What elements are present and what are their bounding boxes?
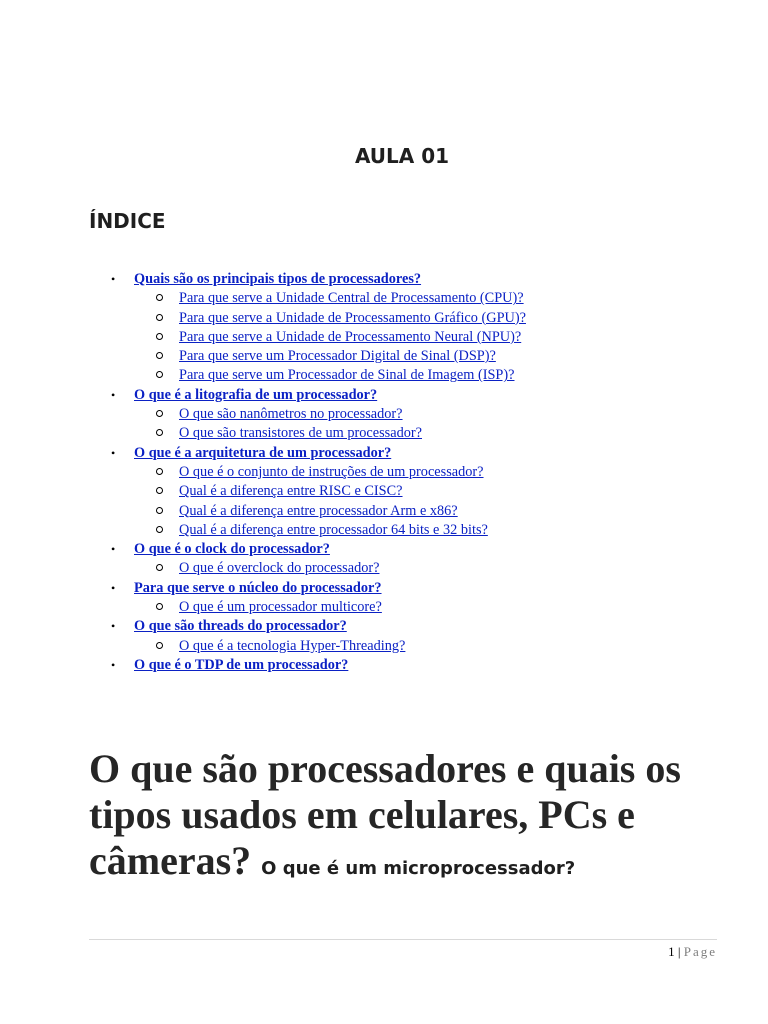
toc-item — [89, 579, 729, 618]
toc-sublink[interactable]: Qual é a diferença entre processador Arm e x86? — [179, 502, 458, 519]
toc-link[interactable]: O que é a litografia de um processador? — [134, 386, 378, 403]
bullet-icon: • — [111, 657, 116, 672]
page-footer — [89, 943, 717, 961]
toc-sublink[interactable]: O que são transistores de um processador? — [179, 425, 422, 442]
section-title: O que são processadores e quais os tipos usados em celulares, PCs e câmeras? — [89, 746, 681, 883]
toc-item — [89, 617, 729, 656]
toc-subitem — [134, 637, 729, 656]
circle-bullet-icon — [156, 468, 163, 475]
circle-bullet-icon — [156, 371, 163, 378]
circle-bullet-icon — [156, 603, 163, 610]
bullet-icon: • — [111, 387, 116, 402]
toc-link[interactable]: Para que serve o núcleo do processador? — [134, 579, 382, 596]
bullet-icon: • — [111, 272, 116, 286]
toc-sublink[interactable]: O que é a tecnologia Hyper-Threading? — [179, 637, 406, 654]
toc-sublist — [134, 559, 729, 578]
bullet-icon: • — [111, 619, 116, 634]
circle-bullet-icon — [156, 314, 163, 321]
bullet-icon: • — [111, 542, 116, 557]
footer-divider — [89, 939, 717, 940]
toc-subitem — [134, 309, 729, 328]
page-label: Page — [683, 944, 717, 959]
circle-bullet-icon — [156, 410, 163, 417]
toc-link[interactable]: O que é o clock do processador? — [134, 541, 330, 558]
toc-subitem — [134, 328, 729, 347]
index-heading: ÍNDICE — [89, 209, 166, 233]
circle-bullet-icon — [156, 526, 163, 533]
toc-item — [89, 386, 729, 444]
toc-sublink[interactable]: Para que serve a Unidade de Processamento Neural (NPU)? — [179, 328, 522, 345]
toc-subitem — [134, 598, 729, 617]
circle-bullet-icon — [156, 564, 163, 571]
toc-subitem — [134, 347, 729, 366]
circle-bullet-icon — [156, 352, 163, 359]
toc-sublist — [134, 405, 729, 444]
toc-subitem — [134, 559, 729, 578]
table-of-contents — [89, 270, 729, 675]
toc-subitem — [134, 463, 729, 482]
bullet-icon: • — [111, 580, 116, 595]
toc-link[interactable]: O que são threads do processador? — [134, 618, 347, 635]
toc-subitem — [134, 482, 729, 501]
toc-sublink[interactable]: O que é o conjunto de instruções de um processador? — [179, 463, 484, 480]
document-title: AULA 01 — [354, 144, 450, 168]
toc-sublink[interactable]: Para que serve um Processador de Sinal de Imagem (ISP)? — [179, 367, 515, 384]
toc-link[interactable]: O que é o TDP de um processador? — [134, 656, 349, 673]
section-heading — [89, 746, 729, 892]
toc-subitem — [134, 424, 729, 443]
toc-sublist — [134, 598, 729, 617]
toc-item — [89, 656, 729, 675]
section-subheading: O que é um microprocessador? — [261, 858, 576, 879]
footer-separator: | — [677, 944, 681, 959]
toc-item — [89, 270, 729, 386]
toc-link[interactable]: Quais são os principais tipos de processadores? — [134, 271, 422, 287]
circle-bullet-icon — [156, 294, 163, 301]
toc-subitem — [134, 502, 729, 521]
toc-subitem — [134, 289, 729, 308]
toc-subitem — [134, 405, 729, 424]
circle-bullet-icon — [156, 333, 163, 340]
toc-sublink[interactable]: Para que serve a Unidade de Processamento Gráfico (GPU)? — [179, 309, 526, 326]
toc-sublink[interactable]: Para que serve a Unidade Central de Processamento (CPU)? — [179, 290, 524, 307]
toc-subitem — [134, 366, 729, 385]
toc-subitem — [134, 521, 729, 540]
toc-sublink[interactable]: O que é um processador multicore? — [179, 599, 382, 616]
circle-bullet-icon — [156, 487, 163, 494]
toc-sublink[interactable]: Qual é a diferença entre RISC e CISC? — [179, 483, 403, 500]
toc-sublink[interactable]: Para que serve um Processador Digital de Sinal (DSP)? — [179, 348, 496, 365]
page-number: 1 — [668, 944, 675, 959]
toc-sublist — [134, 289, 729, 385]
circle-bullet-icon — [156, 642, 163, 649]
toc-item — [89, 444, 729, 540]
toc-item — [89, 540, 729, 579]
toc-sublink[interactable]: Qual é a diferença entre processador 64 bits e 32 bits? — [179, 521, 488, 538]
circle-bullet-icon — [156, 429, 163, 436]
toc-link[interactable]: O que é a arquitetura de um processador? — [134, 444, 392, 461]
toc-sublink[interactable]: O que são nanômetros no processador? — [179, 406, 403, 423]
toc-sublist — [134, 637, 729, 656]
toc-sublink[interactable]: O que é overclock do processador? — [179, 560, 380, 577]
bullet-icon: • — [111, 445, 116, 460]
toc-sublist — [134, 463, 729, 540]
circle-bullet-icon — [156, 507, 163, 514]
